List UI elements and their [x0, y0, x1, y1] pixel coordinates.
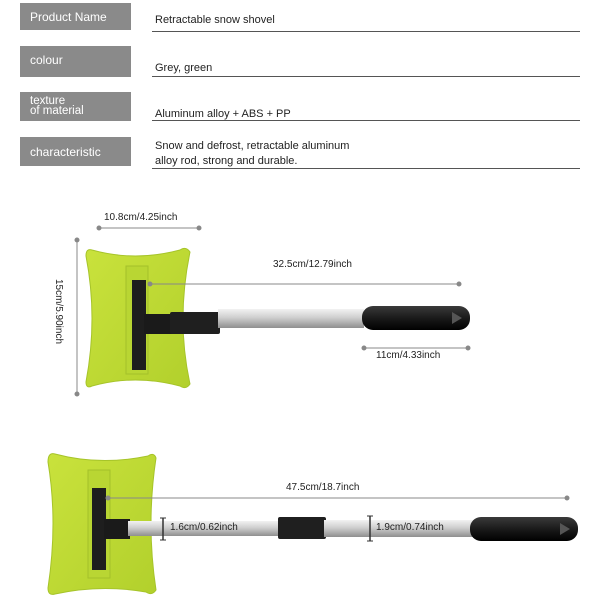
spec-label-colour: colour — [20, 46, 131, 77]
spec-value-characteristic-line1: Snow and defrost, retractable aluminum — [155, 140, 350, 152]
t-bracket — [92, 488, 106, 570]
spec-label-characteristic: characteristic — [20, 137, 131, 166]
aluminum-rod — [218, 309, 364, 328]
spec-value-characteristic-line2: alloy rod, strong and durable. — [155, 155, 298, 167]
shovel-extended — [48, 454, 578, 595]
rod-collar — [170, 312, 220, 334]
spec-label-material-line2: of material — [30, 105, 84, 117]
spec-value-material: Aluminum alloy + ABS + PP — [155, 108, 291, 120]
dim-total-length-extended: 47.5cm/18.7inch — [286, 482, 360, 493]
dim-handle-length: 11cm/4.33inch — [376, 350, 441, 361]
dim-total-length-short: 32.5cm/12.79inch — [273, 259, 352, 270]
dim-blade-height: 15cm/5.90inch — [53, 278, 65, 345]
spec-label-material-line1: texture — [30, 95, 66, 107]
t-connector — [144, 314, 174, 334]
dim-rod-diameter-large: 1.9cm/0.74inch — [376, 522, 444, 533]
t-connector — [104, 519, 130, 539]
t-bracket — [132, 280, 146, 370]
spec-label-product-name: Product Name — [20, 3, 131, 30]
dim-rod-diameter-small: 1.6cm/0.62inch — [170, 522, 238, 533]
dim-blade-width: 10.8cm/4.25inch — [104, 212, 178, 223]
spec-value-colour: Grey, green — [155, 62, 213, 74]
rod-collar — [278, 517, 326, 539]
spec-value-product-name: Retractable snow shovel — [155, 14, 275, 26]
